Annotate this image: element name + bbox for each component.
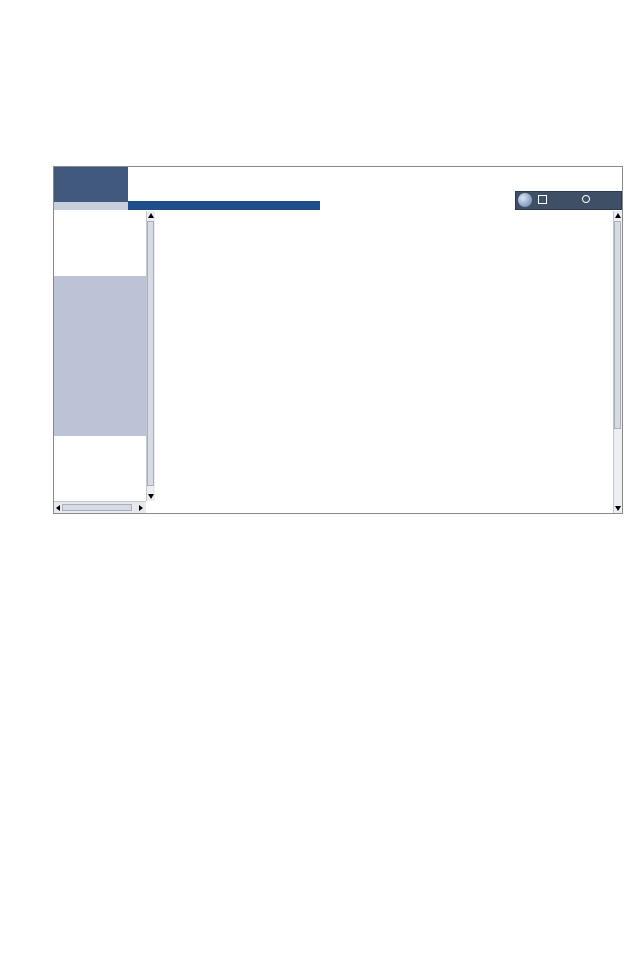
scroll-thumb[interactable]: [147, 221, 154, 486]
header-strip: [54, 202, 128, 210]
main-content: [154, 211, 613, 513]
logout-icon[interactable]: [582, 195, 590, 203]
header-toolbar: [515, 191, 622, 210]
sidebar-horizontal-scrollbar[interactable]: [54, 501, 146, 514]
scroll-up-arrow-icon[interactable]: [615, 213, 621, 218]
main-scrollbar[interactable]: [613, 211, 622, 513]
browser-frame: [53, 166, 623, 514]
home-icon[interactable]: [538, 195, 547, 204]
scroll-left-arrow-icon[interactable]: [56, 505, 60, 511]
scroll-down-arrow-icon[interactable]: [615, 506, 621, 511]
scroll-thumb[interactable]: [614, 221, 621, 429]
header-accent-bar: [128, 201, 320, 210]
page-header: [54, 167, 622, 211]
globe-icon: [518, 193, 532, 207]
smc-logo: [54, 167, 128, 202]
sidebar-submenu: [54, 276, 146, 436]
scroll-thumb[interactable]: [62, 504, 132, 511]
scroll-right-arrow-icon[interactable]: [139, 505, 143, 511]
sidebar: [54, 211, 146, 501]
